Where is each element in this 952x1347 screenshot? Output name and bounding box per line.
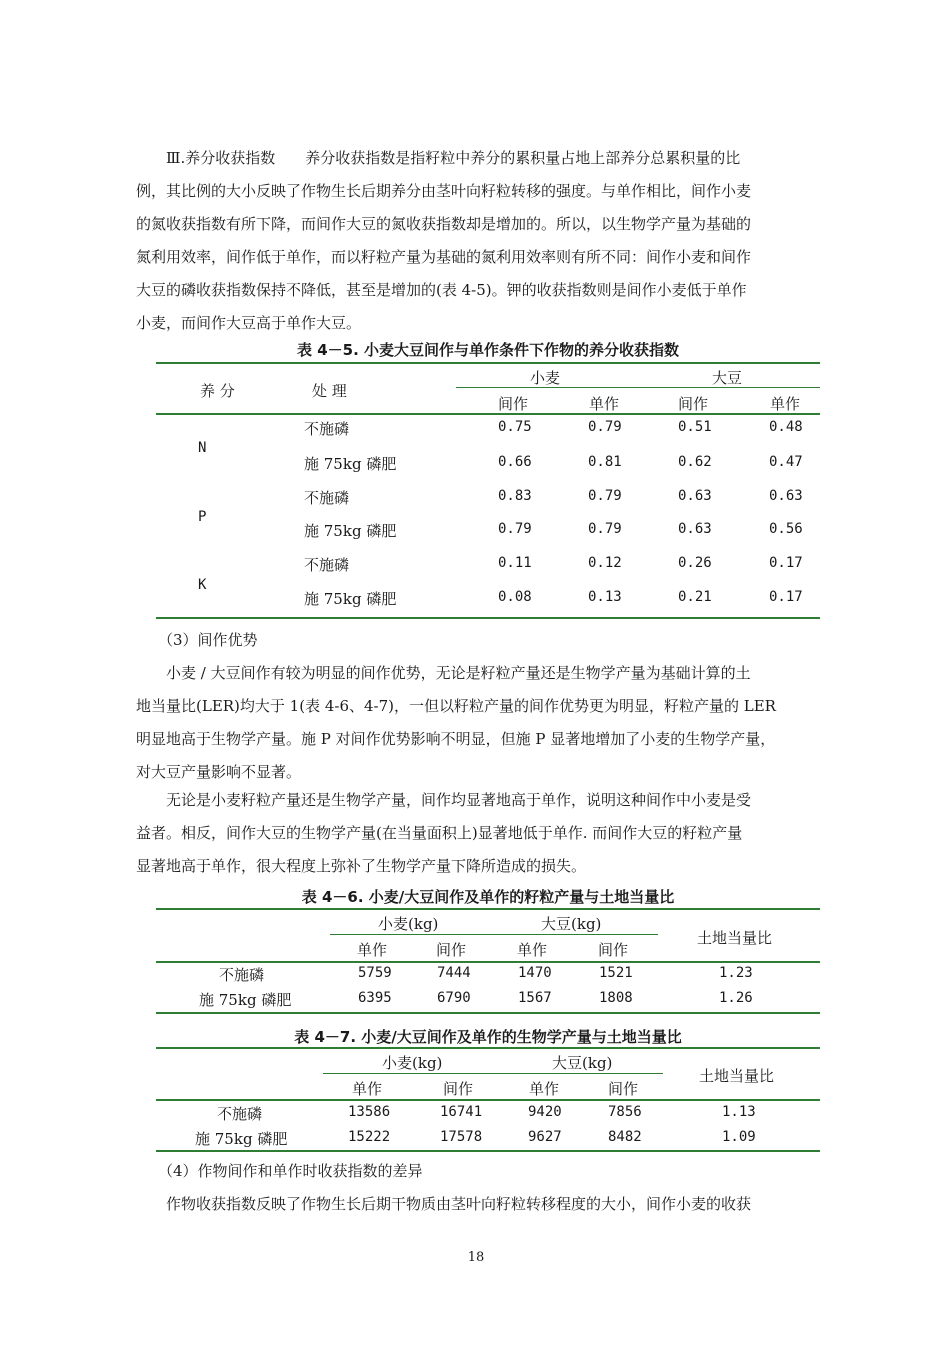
text-line: 的氮收获指数有所下降，而间作大豆的氮收获指数却是增加的。所以，以生物学产量为基础的 [136,215,752,233]
value-cell: 0.66 [498,454,532,470]
table-4-7-caption: 表 4－7. 小麦/大豆间作及单作的生物学产量与土地当量比 [294,1028,682,1046]
value-cell: 1808 [599,990,633,1006]
value-cell: 1567 [518,990,552,1006]
value-cell: 0.79 [588,521,622,537]
value-cell: 0.79 [498,521,532,537]
value-cell: 9420 [528,1104,562,1120]
header-ler: 土地当量比 [699,1067,775,1085]
ler-value: 1.26 [719,990,753,1006]
subheader: 单作 [352,1080,383,1098]
value-cell: 0.75 [498,419,532,435]
text-line: Ⅲ.养分收获指数 养分收获指数是指籽粒中养分的累积量占地上部养分总累积量的比 [166,149,741,167]
subheader: 间作 [608,1080,639,1098]
value-cell: 13586 [348,1104,391,1120]
header-ler: 土地当量比 [697,929,773,947]
ler-value: 1.23 [719,965,753,981]
value-cell: 0.83 [498,488,532,504]
value-cell: 0.63 [769,488,803,504]
value-cell: 5759 [358,965,392,981]
treatment-label: 不施磷 [304,556,350,574]
subheader: 单作 [529,1080,560,1098]
header-wheat-kg: 小麦(kg) [382,1054,443,1072]
treatment-label: 不施磷 [304,489,350,507]
paragraph-harvest-index-difference [136,1155,826,1221]
text-line: 例，其比例的大小反映了作物生长后期养分由茎叶向籽粒转移的强度。与单作相比，间作小麦 [136,182,752,200]
subheader: 单作 [517,941,548,959]
value-cell: 0.51 [678,419,712,435]
nutrient-label: K [198,577,207,593]
value-cell: 15222 [348,1129,391,1145]
header-bottom-rule [156,413,820,415]
header-treatment: 处 理 [312,382,347,400]
header-subrule [456,387,820,388]
value-cell: 0.63 [678,521,712,537]
header-bottom-rule [156,961,820,963]
value-cell: 6790 [437,990,471,1006]
value-cell: 0.12 [588,555,622,571]
value-cell: 0.79 [588,419,622,435]
row-label: 不施磷 [217,1105,263,1123]
header-nutrient: 养 分 [200,382,235,400]
subheader: 间作 [443,1080,474,1098]
value-cell: 0.81 [588,454,622,470]
value-cell: 0.17 [769,555,803,571]
value-cell: 0.26 [678,555,712,571]
nutrient-label: P [198,509,207,525]
row-label: 施 75kg 磷肥 [195,1130,288,1148]
section-heading: （4）作物间作和单作时收获指数的差异 [158,1162,423,1180]
text-line: 显著地高于单作，很大程度上弥补了生物学产量下降所造成的损失。 [136,857,587,875]
treatment-label: 施 75kg 磷肥 [304,522,397,540]
value-cell: 0.79 [588,488,622,504]
subheader: 间作 [436,941,467,959]
header-wheat-kg: 小麦(kg) [378,915,439,933]
value-cell: 0.21 [678,589,712,605]
ler-value: 1.09 [722,1129,756,1145]
paragraph-wheat-beneficiary [136,784,826,883]
value-cell: 8482 [608,1129,642,1145]
paragraph-intercropping-advantage [136,624,826,789]
paragraph-harvest-index [136,142,826,340]
table-bottom-rule [156,1150,820,1152]
value-cell: 1470 [518,965,552,981]
value-cell: 0.08 [498,589,532,605]
text-line: 小麦，而间作大豆高于单作大豆。 [136,314,362,332]
value-cell: 6395 [358,990,392,1006]
table-4-6-caption: 表 4－6. 小麦/大豆间作及单作的籽粒产量与土地当量比 [301,888,675,906]
header-soybean-kg: 大豆(kg) [552,1054,613,1072]
treatment-label: 施 75kg 磷肥 [304,455,397,473]
subheader: 间作 [498,395,529,413]
text-line: 小麦 / 大豆间作有较为明显的间作优势，无论是籽粒产量还是生物学产量为基础计算的土 [166,664,751,682]
treatment-label: 不施磷 [304,420,350,438]
table-top-rule [156,362,820,364]
subheader: 单作 [357,941,388,959]
treatment-label: 施 75kg 磷肥 [304,590,397,608]
subheader: 单作 [589,395,620,413]
page-number: 18 [467,1250,485,1265]
table-bottom-rule [156,1012,820,1014]
value-cell: 16741 [440,1104,483,1120]
value-cell: 7856 [608,1104,642,1120]
value-cell: 0.62 [678,454,712,470]
text-line: 明显地高于生物学产量。施 P 对间作优势影响不明显，但施 P 显著地增加了小麦的生物学产量， [136,730,776,748]
text-line: 对大豆产量影响不显著。 [136,763,302,781]
subheader: 间作 [598,941,629,959]
text-line: 氮利用效率，间作低于单作，而以籽粒产量为基础的氮利用效率则有所不同：间作小麦和间作 [136,248,752,266]
row-label: 不施磷 [219,966,265,984]
header-subrule [323,1073,663,1074]
nutrient-label: N [198,440,207,456]
text-line: 益者。相反，间作大豆的生物学产量(在当量面积上)显著地低于单作. 而间作大豆的籽粒产量 [136,824,743,842]
table-top-rule [156,908,820,910]
ler-value: 1.13 [722,1104,756,1120]
value-cell: 0.13 [588,589,622,605]
header-subrule [330,934,658,935]
value-cell: 0.47 [769,454,803,470]
table-top-rule [156,1047,820,1049]
value-cell: 0.63 [678,488,712,504]
text-line: 作物收获指数反映了作物生长后期干物质由茎叶向籽粒转移程度的大小，间作小麦的收获 [166,1195,752,1213]
text-line: 大豆的磷收获指数保持不降低，甚至是增加的(表 4-5)。钾的收获指数则是间作小麦低于单作 [136,281,747,299]
section-heading: （3）间作优势 [158,631,258,649]
header-bottom-rule [156,1099,820,1101]
text-line: 地当量比(LER)均大于 1(表 4-6、4-7)，一但以籽粒产量的间作优势更为明显，籽粒产量的 LER [136,697,776,715]
value-cell: 0.11 [498,555,532,571]
text-line: 无论是小麦籽粒产量还是生物学产量，间作均显著地高于单作，说明这种间作中小麦是受 [166,791,752,809]
value-cell: 17578 [440,1129,483,1145]
value-cell: 0.56 [769,521,803,537]
header-soybean-kg: 大豆(kg) [541,915,602,933]
header-soybean: 大豆 [712,369,743,387]
value-cell: 0.48 [769,419,803,435]
table-4-5-caption: 表 4－5. 小麦大豆间作与单作条件下作物的养分收获指数 [296,341,680,359]
value-cell: 0.17 [769,589,803,605]
value-cell: 1521 [599,965,633,981]
header-wheat: 小麦 [530,369,561,387]
subheader: 间作 [678,395,709,413]
value-cell: 9627 [528,1129,562,1145]
subheader: 单作 [770,395,801,413]
row-label: 施 75kg 磷肥 [199,991,292,1009]
value-cell: 7444 [437,965,471,981]
table-bottom-rule [156,617,820,619]
